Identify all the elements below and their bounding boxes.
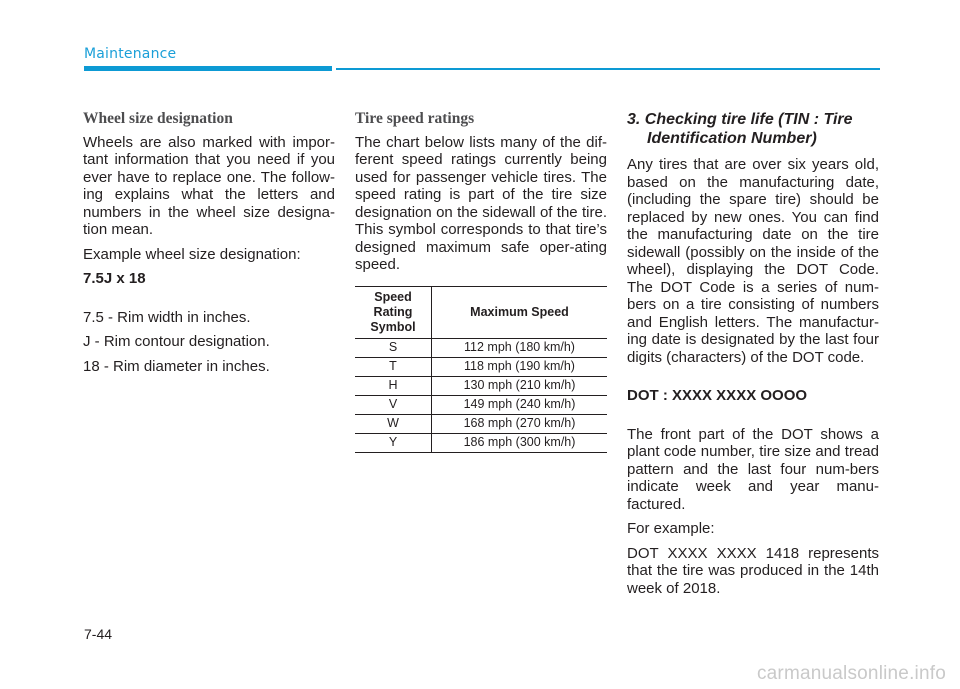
table-cell-symbol: T xyxy=(355,357,432,376)
table-row xyxy=(355,433,607,452)
table-cell-symbol: V xyxy=(355,395,432,414)
wheel-size-heading: Wheel size designation xyxy=(83,110,233,127)
table-cell-symbol: S xyxy=(355,338,432,357)
wheel-size-intro: Wheels are also marked with impor-tant information that you need if you ever have to replace one. The follow-ing explains what the letters and numbers in the wheel size designa-tion mean. xyxy=(83,133,335,238)
column-wheel-size xyxy=(83,110,335,382)
example-label: For example: xyxy=(627,520,715,537)
header-rule-thin xyxy=(336,68,880,70)
column-tire-life xyxy=(627,110,879,604)
table-cell-symbol: Y xyxy=(355,433,432,452)
dot-code-format: DOT : XXXX XXXX OOOO xyxy=(627,387,808,404)
table-cell-speed: 112 mph (180 km/h) xyxy=(432,338,608,357)
wheel-size-item: 18 - Rim diameter in inches. xyxy=(83,357,270,375)
table-cell-speed: 118 mph (190 km/h) xyxy=(432,357,608,376)
speed-ratings-heading: Tire speed ratings xyxy=(355,110,475,127)
wheel-size-item: J - Rim contour designation. xyxy=(83,333,270,350)
page-number: 7-44 xyxy=(84,626,113,642)
table-cell-symbol: W xyxy=(355,414,432,433)
speed-rating-table xyxy=(355,286,607,453)
tire-life-body: Any tires that are over six years old, based on the manufacturing date, (including the spare tire) should be replaced by new ones. You can find the manufacturing date on the tire sidewall (possibly on the inside of the wheel), displaying the DOT Code. The DOT Code is a series of num-bers on a tire consisting of numbers and English letters. The manufactur-ing date is designated by the last four digits (characters) of the DOT code. xyxy=(627,156,879,366)
table-row xyxy=(355,338,607,357)
tire-life-heading: 3. Checking tire life (TIN : Tire Identification Number) xyxy=(627,111,853,147)
table-cell-speed: 168 mph (270 km/h) xyxy=(432,414,608,433)
table-cell-speed: 130 mph (210 km/h) xyxy=(432,376,608,395)
dot-code-explanation: The front part of the DOT shows a plant code number, tire size and tread pattern and the last four num-bers indicate week and year manu-factured. xyxy=(627,425,879,513)
table-header-symbol: Speed Rating Symbol xyxy=(355,286,432,338)
table-row xyxy=(355,414,607,433)
table-row xyxy=(355,357,607,376)
wheel-size-example: 7.5J x 18 xyxy=(83,270,146,287)
table-header-max-speed: Maximum Speed xyxy=(432,286,608,338)
column-speed-ratings xyxy=(355,110,607,453)
table-cell-symbol: H xyxy=(355,376,432,395)
wheel-size-item: 7.5 - Rim width in inches. xyxy=(83,308,251,326)
table-row xyxy=(355,395,607,414)
wheel-size-example-label: Example wheel size designation: xyxy=(83,245,301,263)
dot-code-example: DOT XXXX XXXX 1418 represents that the tire was produced in the 14th week of 2018. xyxy=(627,544,879,597)
table-row xyxy=(355,376,607,395)
header-rule-thick xyxy=(84,66,332,71)
speed-ratings-intro: The chart below lists many of the dif-ferent speed ratings currently being used for passenger vehicle tires. The speed rating is part of the tire size designation on the sidewall of the tire. This symbol corresponds to that tire’s designed maximum safe oper-ating speed. xyxy=(355,133,607,273)
table-cell-speed: 186 mph (300 km/h) xyxy=(432,433,608,452)
table-cell-speed: 149 mph (240 km/h) xyxy=(432,395,608,414)
section-title: Maintenance xyxy=(84,46,177,62)
watermark: carmanualsonline.info xyxy=(756,663,946,684)
